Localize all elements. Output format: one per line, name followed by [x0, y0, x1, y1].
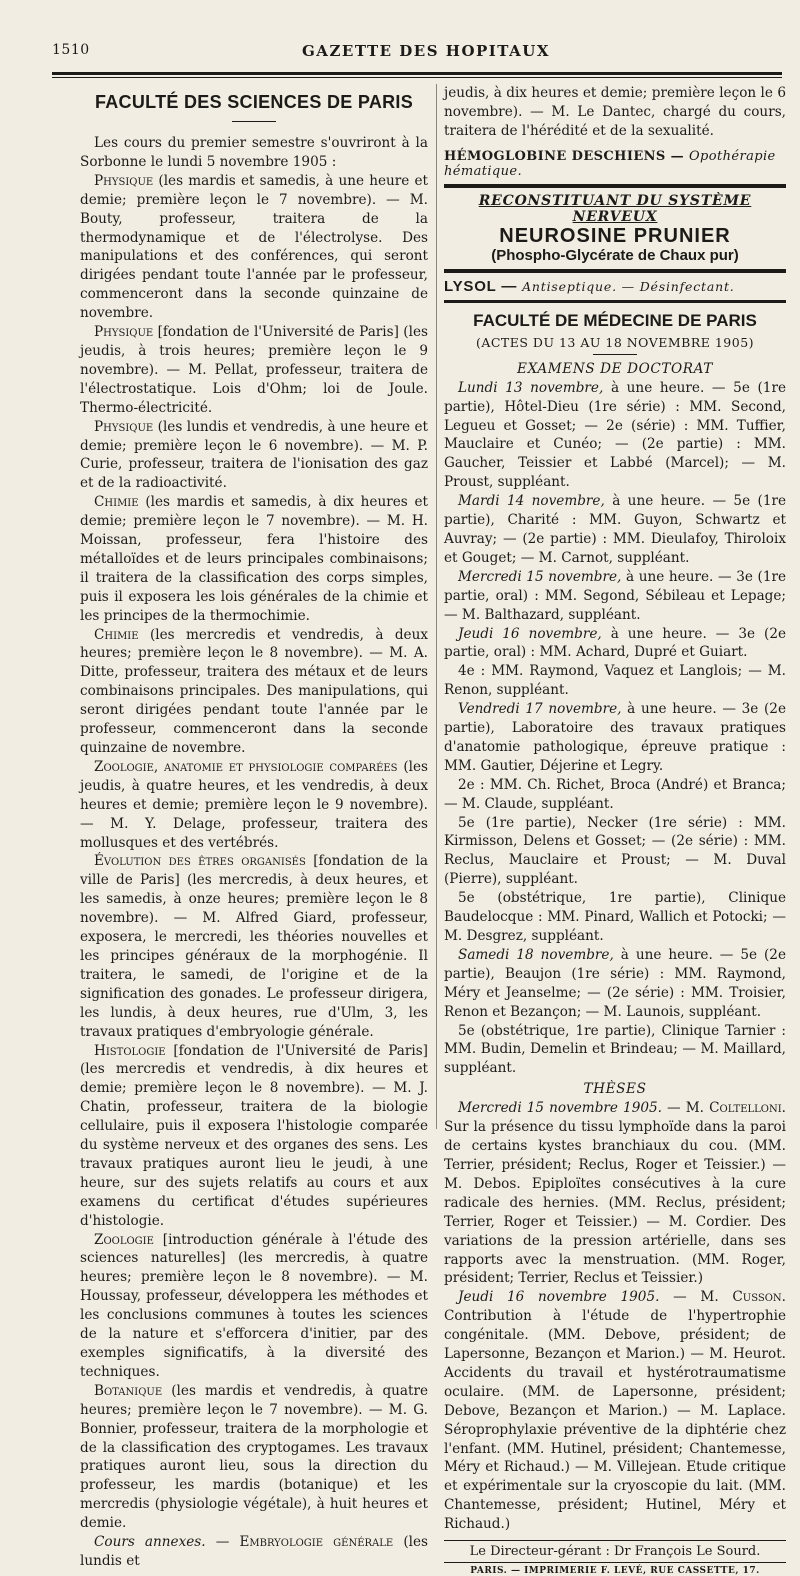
ad-hemoglobine-brand: HÉMOGLOBINE DESCHIENS: [444, 148, 666, 164]
these-author: Coltelloni.: [709, 1100, 786, 1117]
course-paragraph: [80, 418, 428, 494]
faculte-sciences-title: FACULTÉ DES SCIENCES DE PARIS: [94, 92, 414, 112]
left-column: [80, 84, 428, 1571]
course-head: Physique: [94, 172, 154, 189]
exam-paragraph: [444, 889, 786, 946]
imprimerie-line: PARIS. — IMPRIMERIE F. LEVÉ, RUE CASSETTE, 17.: [470, 1566, 760, 1576]
exam-text: à une heure. — 5e (2e partie), Beaujon (1re série) : MM. Raymond, Méry et Jeanselme; — (2e série) : MM. Troisier, Renon et Bezançon; — M. Launois, suppléant.: [444, 946, 787, 1020]
course-text: [fondation de l'Université de Paris] (les mercredis et vendredis, à dix heures et demie; première leçon le 8 novembre). — M. J. Chatin, professeur, traitera de la biologie cellulaire, puis il exposera l'histologie comparée du système nerveux et des organes des sens. Les travaux pratiques auront lieu le jeudi, à une heure, sur des sujets relatifs au cours et aux examens du certificat d'études supérieures d'histologie.: [80, 1042, 428, 1229]
ad-separator: [444, 269, 786, 273]
exam-date: Samedi 18 novembre,: [458, 946, 614, 963]
course-paragraph: [80, 852, 428, 1041]
exam-paragraph: [444, 700, 786, 776]
ad-hemoglobine-line: HÉMOGLOBINE DESCHIENS — Opothérapie hématique.: [444, 148, 776, 179]
ad-neurosine: [444, 193, 786, 264]
exam-date: Jeudi 16 novembre,: [458, 625, 602, 642]
exam-list: [444, 379, 786, 1079]
page-number: 1510: [52, 42, 90, 58]
title-rule: [232, 121, 276, 122]
course-text: (les mardis et vendredis, à quatre heures; première leçon le 7 novembre). — M. G. Bonnier, professeur, traitera de la morphologie et de la classification des cryptogames. Les travaux pratiques auront lieu, sous la direction du professeur, les mardis (botanique) et les mercredis (physiologie végétale), à huit heures et demie.: [80, 1382, 429, 1532]
gerant-line: Le Directeur-gérant : Dr François Le Sourd.: [469, 1544, 761, 1560]
course-head: Zoologie, anatomie et physiologie comparées: [94, 758, 398, 775]
exam-text: 5e (1re partie), Necker (1re série) : MM. Kirmisson, Delens et Gosset; — (2e série) : MM. Reclus, Mauclaire et Proust; — M. Duval (Pierre), suppléant.: [444, 814, 786, 888]
exam-paragraph: [444, 1022, 786, 1079]
course-list: [80, 172, 428, 1533]
intro-paragraph: Les cours du premier semestre s'ouvriront à la Sorbonne le lundi 5 novembre 1905 :: [80, 135, 428, 170]
right-column: [444, 84, 786, 1576]
course-text: [fondation de la ville de Paris] (les mercredis, à deux heures, et les samedis, à onze heures; première leçon le 8 novembre). — M. Alfred Giard, professeur, exposera, le mercredi, les théories nouvelles et les principes généraux de la morphogénie. Il traitera, le samedi, de l'origine et de la signification des gonades. Le professeur dirigera, les lundis, à deux heures, rue d'Ulm, 3, les travaux pratiques d'embryologie générale.: [80, 853, 428, 1040]
header-thin-rule: [52, 77, 782, 78]
exam-date: Lundi 13 novembre,: [458, 379, 604, 396]
faculte-medecine-subtitle: (ACTES DU 13 AU 18 NOVEMBRE 1905): [475, 334, 755, 350]
exam-paragraph: [444, 568, 786, 625]
course-paragraph: [80, 493, 428, 625]
ad-lysol-tagline: Antiseptique. — Désinfectant.: [522, 278, 735, 294]
these-paragraph: Mercredi 15 novembre 1905. — M. Coltelloni. Sur la présence du tissu lymphoïde dans la paroi de certains kystes branchiaux du cou. (MM. Terrier, président; Reclus, Roger et Teissier.) — M. Debos. Epiploïtes consécutives à la cure radicale des hernies. (MM. Reclus, président; Terrier, Roger et Teissier.) — M. Cordier. Des variations de la pression artérielle, dans ses rapports avec la menstruation. (MM. Roger, président; Terrier, Reclus et Teissier.): [444, 1100, 786, 1287]
ad-separator: [444, 184, 786, 188]
course-paragraph: [80, 1042, 428, 1231]
continuation-paragraph: jeudis, à dix heures et demie; première leçon le 6 novembre). — M. Le Dantec, chargé du cours, traitera de l'hérédité et de la sexualité.: [444, 85, 786, 139]
exam-text: 2e : MM. Ch. Richet, Broca (André) et Branca; — M. Claude, suppléant.: [444, 776, 786, 812]
exam-text: 5e (obstétrique, 1re partie), Clinique Baudelocque : MM. Pinard, Wallich et Potocki; — M. Desgrez, suppléant.: [444, 890, 786, 944]
these-date: Jeudi 16 novembre 1905.: [458, 1289, 660, 1306]
exam-paragraph: [444, 662, 786, 700]
course-head: Zoologie: [94, 1231, 154, 1248]
exam-text: à une heure. — 5e (1re partie), Charité : MM. Guyon, Schwartz et Auvray; — (2e partie) : MM. Dieulafoy, Thiroloix et Gouget; — M. Carnot, suppléant.: [444, 493, 787, 566]
ad-lysol: LYSOL — Antiseptique. — Désinfectant.: [444, 277, 735, 295]
course-paragraph: [80, 323, 428, 418]
ad-lysol-brand: LYSOL: [444, 277, 497, 295]
course-text: (les mardis et samedis, à dix heures et demie; première leçon le 7 novembre). — M. H. Moissan, professeur, fera l'histoire des métalloïdes et de leurs principales combinaisons; il traitera de la classification des corps simples, puis il exposera les lois générales de la chimie et les principes de la thermochimie.: [80, 494, 428, 624]
course-head: Botanique: [94, 1382, 163, 1399]
exams-heading: EXAMENS DE DOCTORAT: [517, 360, 713, 377]
these-text: Contribution à l'étude de l'hypertrophie congénitale. (MM. Debove, président; de Lapersonne, Bezançon et Marion.) — M. Heurot. Accidents du travail et hystérotraumatisme oculaire. (MM. de Lapersonne, président; Debove, Bezançon et Marion.) — M. Laplace. Séroprophylaxie préventive de la diphtérie chez l'enfant. (MM. Hutinel, président; Chantemesse, Méry et Richaud.) — M. Villejean. Etude critique et expérimentale sur la cryoscopie du lait. (MM. Chantemesse, président; Hutinel, Méry et Richaud.): [444, 1308, 786, 1533]
annexes-head: Embryologie générale: [239, 1534, 394, 1551]
journal-title: GAZETTE DES HOPITAUX: [302, 42, 551, 60]
exam-text: 5e (obstétrique, 1re partie), Clinique Tarnier : MM. Budin, Demelin et Brindeau; — M. Maillard, suppléant.: [444, 1022, 786, 1077]
exam-text: à une heure. — 5e (1re partie), Hôtel-Dieu (1re série) : MM. Second, Legueu et Gosset; — 2e (série) : MM. Tuffier, Mauclaire et Cunéo; — (2e partie) : MM. Gaucher, Teissier et Labbé (Marcel); — M. Proust, suppléant.: [444, 379, 786, 491]
exam-date: Mercredi 15 novembre,: [458, 568, 622, 585]
course-head: Physique: [94, 418, 154, 435]
course-paragraph: [80, 758, 428, 853]
course-text: (les jeudis, à quatre heures, et les vendredis, à deux heures et demie; première leçon le 9 novembre). — M. Y. Delage, professeur, traitera des mollusques et des vertébrés.: [80, 758, 428, 851]
exam-paragraph: [444, 814, 786, 890]
exam-date: Vendredi 17 novembre,: [458, 701, 622, 718]
exam-paragraph: [444, 776, 786, 814]
header-thick-rule: [52, 72, 782, 75]
course-paragraph: [80, 1231, 428, 1382]
exam-text: à une heure. — 3e (2e partie), Laboratoire des travaux pratiques d'anatomie pathologique, épreuve pratique : MM. Gautier, Déjerine et Legry.: [444, 701, 786, 774]
ad-hemoglobine-tagline: Opothérapie hématique.: [444, 148, 776, 179]
course-text: (les lundis et vendredis, à une heure et demie; première leçon le 6 novembre). — M. P. Curie, professeur, traitera de l'ionisation des gaz et de la radioactivité.: [80, 418, 428, 492]
faculte-medecine-title: FACULTÉ DE MÉDECINE DE PARIS: [473, 310, 757, 330]
theses-list: [444, 1099, 786, 1534]
course-paragraph: [80, 172, 428, 323]
these-author: Cusson.: [732, 1289, 786, 1306]
footer-rule: [444, 1540, 786, 1541]
course-head: Chimie: [94, 494, 139, 511]
fm-rule: [593, 354, 637, 355]
course-paragraph: [80, 626, 428, 758]
annexes-text: (les lundis et: [80, 1534, 428, 1569]
exam-text: 4e : MM. Raymond, Vaquez et Langlois; — M. Renon, suppléant.: [444, 663, 786, 699]
footer-rule: [444, 1562, 786, 1563]
ad-neurosine-line2: NEUROSINE PRUNIER: [499, 224, 731, 247]
exam-paragraph: [444, 625, 786, 663]
exam-date: Mardi 14 novembre,: [458, 493, 605, 510]
ad-separator: [444, 300, 786, 303]
exam-paragraph: [444, 946, 786, 1022]
exam-paragraph: [444, 379, 786, 492]
course-head: Histologie: [94, 1042, 166, 1059]
course-head: Physique: [94, 324, 154, 341]
course-head: Évolution des êtres organisés: [94, 853, 306, 870]
course-text: [fondation de l'Université de Paris] (les jeudis, à trois heures; première leçon le 9 novembre). — M. Pellat, professeur, traitera de l'électrostatique. Lois d'Ohm; loi de Joule. Thermo-électricité.: [80, 324, 428, 416]
page-header: [52, 42, 782, 64]
column-divider: [436, 84, 437, 1129]
course-paragraph: [80, 1382, 428, 1533]
annexes-paragraph: Cours annexes. — Embryologie générale (les lundis et: [80, 1534, 428, 1569]
ad-hemoglobine: [444, 149, 786, 179]
annexes-label: Cours annexes.: [94, 1534, 206, 1551]
ad-neurosine-line1: RECONSTITUANT DU SYSTÈME NERVEUX: [478, 192, 752, 225]
these-text: Sur la présence du tissu lymphoïde dans la paroi de certains kystes branchiaux du cou. (MM. Terrier, président; Reclus, Roger et Teissier.) — M. Debos. Epiploïtes consécutives à la cure radicale des hernies. (MM. Reclus, président; Terrier, Roger et Teissier.) — M. Cordier. Des variations de la pression artérielle, dans ses rapports avec la menstruation. (MM. Roger, président; Terrier, Reclus et Teissier.): [444, 1119, 786, 1287]
course-text: (les mardis et samedis, à une heure et demie; première leçon le 7 novembre). — M. Bouty, professeur, traitera de la thermodynamique et de l'électrolyse. Des manipulations et des conférences, qui seront dirigées pendant toute l'année par le professeur, commenceront dans la seconde quinzaine de novembre.: [80, 172, 428, 322]
course-text: [introduction générale à l'étude des sciences naturelles] (les mercredis, à quatre heures; première leçon le 8 novembre). — M. Houssay, professeur, développera les méthodes et les conclusions communes à toutes les sciences de la nature et s'efforcera d'initier, par des exemples significatifs, à la diversité des techniques.: [80, 1231, 428, 1380]
these-paragraph: Jeudi 16 novembre 1905. — M. Cusson. Contribution à l'étude de l'hypertrophie congénitale. (MM. Debove, président; de Lapersonne, Bezançon et Marion.) — M. Heurot. Accidents du travail et hystérotraumatisme oculaire. (MM. de Lapersonne, président; Debove, Bezançon et Marion.) — M. Laplace. Séroprophylaxie préventive de la diphtérie chez l'enfant. (MM. Hutinel, président; Chantemesse, Méry et Richaud.) — M. Villejean. Etude critique et expérimentale sur la cryoscopie du lait. (MM. Chantemesse, président; Hutinel, Méry et Richaud.): [444, 1289, 786, 1533]
exam-text: à une heure. — 3e (2e partie, oral) : MM. Achard, Dupré et Guiart.: [444, 625, 787, 661]
these-date: Mercredi 15 novembre 1905.: [458, 1100, 662, 1117]
theses-heading: THÈSES: [583, 1081, 647, 1098]
course-head: Chimie: [94, 626, 139, 643]
exam-text: à une heure. — 3e (1re partie, oral) : MM. Segond, Sébileau et Lepage; — M. Balthazard, suppléant.: [444, 568, 787, 623]
ad-neurosine-line3: (Phospho-Glycérate de Chaux pur): [491, 246, 739, 264]
course-text: (les mercredis et vendredis, à deux heures; première leçon le 8 novembre). — M. A. Ditte, professeur, traitera des métaux et de leurs combinaisons principales. Des manipulations, qui seront dirigées pendant toute l'année par le professeur, commenceront dans la seconde quinzaine de novembre.: [80, 626, 428, 756]
exam-paragraph: [444, 492, 786, 568]
